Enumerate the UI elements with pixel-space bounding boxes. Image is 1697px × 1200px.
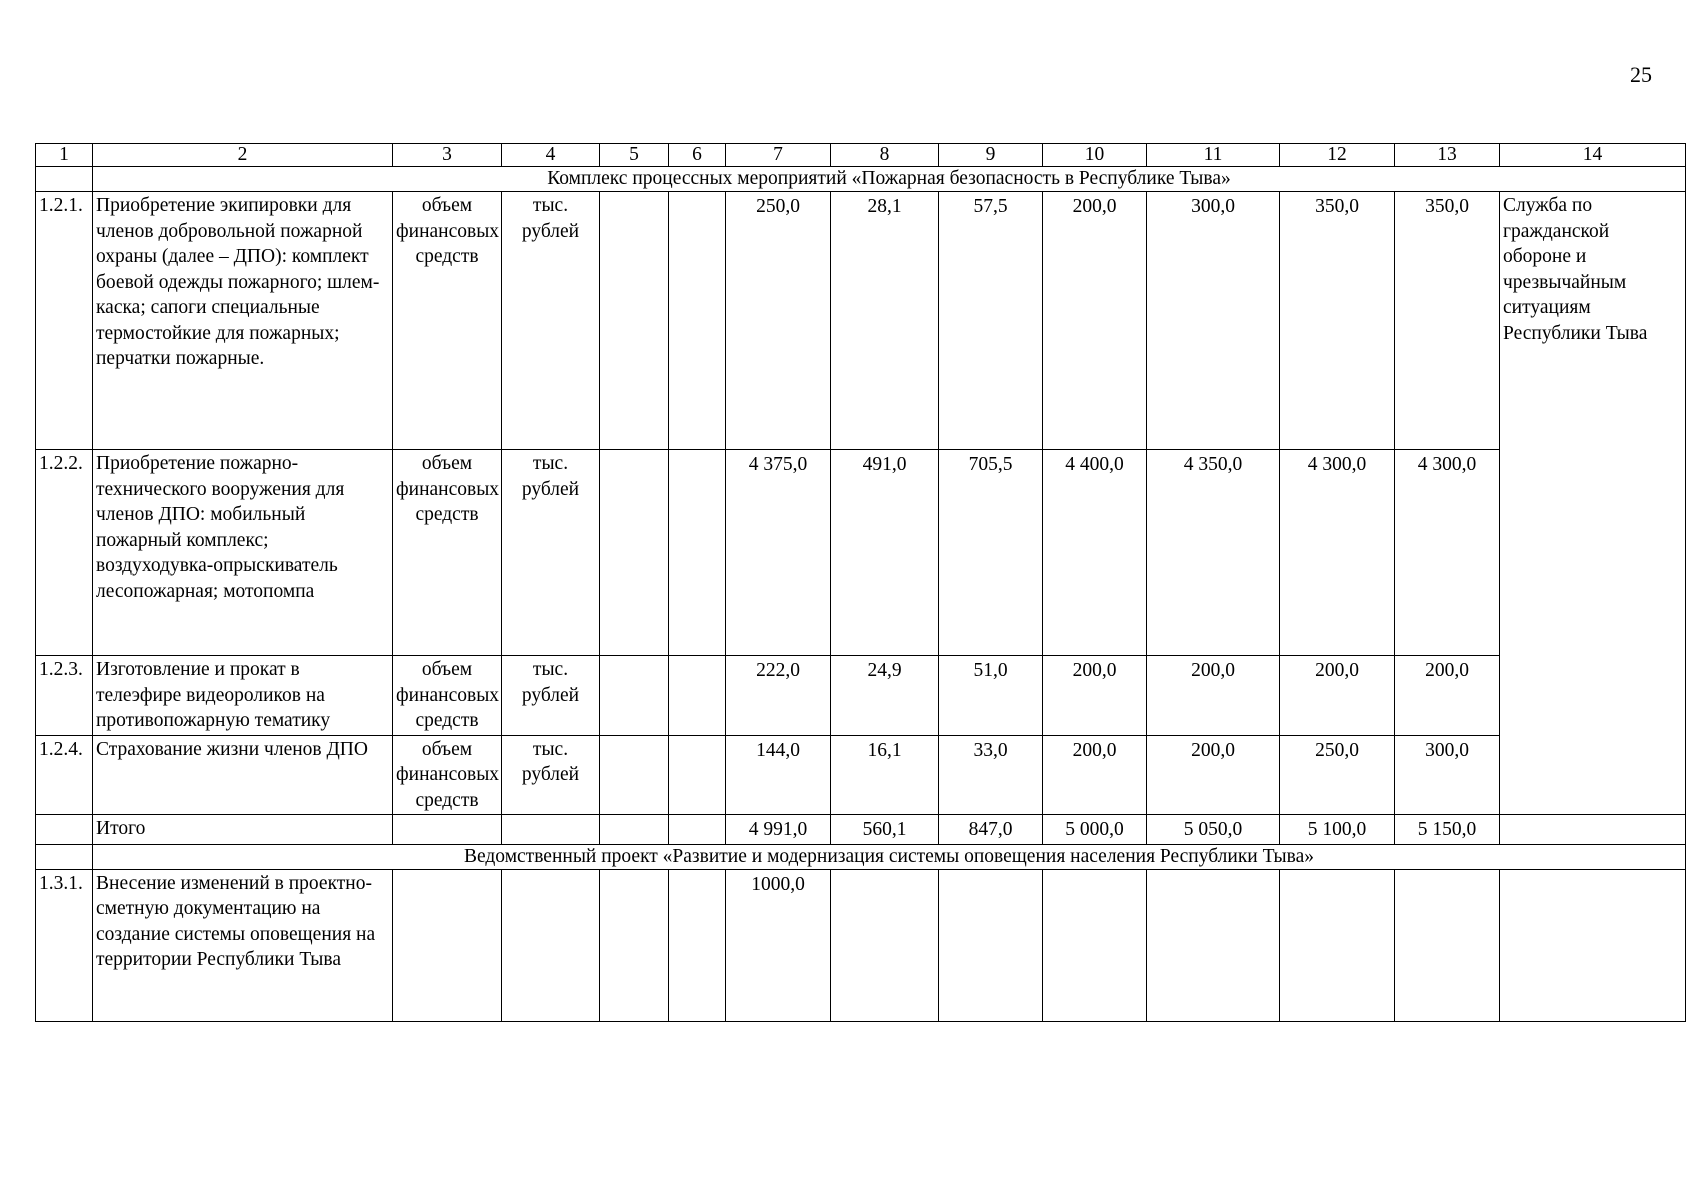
row-value: 300,0 bbox=[1395, 735, 1500, 815]
row-unit: тыс. рублей bbox=[502, 450, 600, 656]
empty-cell bbox=[1147, 869, 1280, 1021]
row-indicator: объем финансовых средств bbox=[393, 192, 502, 450]
row-indicator: объем финансовых средств bbox=[393, 656, 502, 736]
row-value: 28,1 bbox=[831, 192, 939, 450]
row-name: Изготовление и прокат в телеэфире видеороликов на противопожарную тематику bbox=[93, 656, 393, 736]
row-value: 57,5 bbox=[939, 192, 1043, 450]
row-value: 200,0 bbox=[1043, 192, 1147, 450]
section-title: Ведомственный проект «Развитие и модернизация системы оповещения населения Республики Тыва» bbox=[93, 844, 1686, 869]
header-cell: 8 bbox=[831, 144, 939, 167]
row-value: 24,9 bbox=[831, 656, 939, 736]
header-cell: 6 bbox=[669, 144, 726, 167]
empty-cell bbox=[393, 869, 502, 1021]
empty-cell bbox=[502, 815, 600, 845]
row-value bbox=[600, 192, 669, 450]
empty-cell bbox=[393, 815, 502, 845]
total-value: 560,1 bbox=[831, 815, 939, 845]
row-value: 16,1 bbox=[831, 735, 939, 815]
row-value: 200,0 bbox=[1395, 656, 1500, 736]
page-number: 25 bbox=[1630, 62, 1652, 87]
header-cell: 4 bbox=[502, 144, 600, 167]
table-row bbox=[36, 450, 1686, 656]
row-value: 200,0 bbox=[1147, 735, 1280, 815]
row-value: 33,0 bbox=[939, 735, 1043, 815]
empty-cell bbox=[1280, 869, 1395, 1021]
header-cell: 12 bbox=[1280, 144, 1395, 167]
empty-cell bbox=[831, 869, 939, 1021]
row-value: 4 375,0 bbox=[726, 450, 831, 656]
header-cell: 9 bbox=[939, 144, 1043, 167]
row-name: Страхование жизни членов ДПО bbox=[93, 735, 393, 815]
empty-cell bbox=[1500, 815, 1686, 845]
row-value: 491,0 bbox=[831, 450, 939, 656]
row-indicator: объем финансовых средств bbox=[393, 450, 502, 656]
row-value bbox=[669, 192, 726, 450]
row-id: 1.2.2. bbox=[36, 450, 93, 656]
row-value bbox=[600, 450, 669, 656]
row-value: 350,0 bbox=[1280, 192, 1395, 450]
row-indicator: объем финансовых средств bbox=[393, 735, 502, 815]
row-value bbox=[669, 735, 726, 815]
row-value: 300,0 bbox=[1147, 192, 1280, 450]
total-value: 5 100,0 bbox=[1280, 815, 1395, 845]
row-value: 250,0 bbox=[1280, 735, 1395, 815]
row-value: 200,0 bbox=[1147, 656, 1280, 736]
row-unit: тыс. рублей bbox=[502, 192, 600, 450]
section-row bbox=[36, 167, 1686, 192]
empty-cell bbox=[669, 869, 726, 1021]
row-value: 144,0 bbox=[726, 735, 831, 815]
row-value: 1000,0 bbox=[726, 869, 831, 1021]
header-cell: 3 bbox=[393, 144, 502, 167]
row-value: 200,0 bbox=[1043, 735, 1147, 815]
table-row bbox=[36, 656, 1686, 736]
row-value bbox=[600, 735, 669, 815]
empty-cell bbox=[600, 815, 669, 845]
row-value: 250,0 bbox=[726, 192, 831, 450]
row-value: 350,0 bbox=[1395, 192, 1500, 450]
total-value: 5 000,0 bbox=[1043, 815, 1147, 845]
empty-cell bbox=[1395, 869, 1500, 1021]
row-id: 1.3.1. bbox=[36, 869, 93, 1021]
empty-cell bbox=[36, 815, 93, 845]
row-value bbox=[669, 450, 726, 656]
total-row bbox=[36, 815, 1686, 845]
header-cell: 7 bbox=[726, 144, 831, 167]
row-value: 222,0 bbox=[726, 656, 831, 736]
total-value: 5 050,0 bbox=[1147, 815, 1280, 845]
empty-cell bbox=[669, 815, 726, 845]
empty-cell bbox=[502, 869, 600, 1021]
header-row bbox=[36, 144, 1686, 167]
header-cell: 5 bbox=[600, 144, 669, 167]
empty-cell bbox=[939, 869, 1043, 1021]
empty-cell bbox=[1043, 869, 1147, 1021]
empty-cell bbox=[1500, 869, 1686, 1021]
row-value: 4 300,0 bbox=[1280, 450, 1395, 656]
row-value: 200,0 bbox=[1043, 656, 1147, 736]
row-value bbox=[600, 656, 669, 736]
table-row bbox=[36, 192, 1686, 450]
row-value bbox=[669, 656, 726, 736]
empty-cell bbox=[36, 167, 93, 192]
row-id: 1.2.1. bbox=[36, 192, 93, 450]
row-id: 1.2.4. bbox=[36, 735, 93, 815]
row-id: 1.2.3. bbox=[36, 656, 93, 736]
header-cell: 11 bbox=[1147, 144, 1280, 167]
header-cell: 2 bbox=[93, 144, 393, 167]
table-row bbox=[36, 869, 1686, 1021]
row-value: 4 350,0 bbox=[1147, 450, 1280, 656]
row-value: 200,0 bbox=[1280, 656, 1395, 736]
empty-cell bbox=[36, 844, 93, 869]
row-value: 4 300,0 bbox=[1395, 450, 1500, 656]
header-cell: 14 bbox=[1500, 144, 1686, 167]
empty-cell bbox=[600, 869, 669, 1021]
row-name: Приобретение экипировки для членов добровольной пожарной охраны (далее – ДПО): комплект боевой одежды пожарного; шлем-каска; сапоги специальные термостойкие для пожарных; перчатки пожарные. bbox=[93, 192, 393, 450]
section-row bbox=[36, 844, 1686, 869]
responsible-cell: Служба по гражданской обороне и чрезвычайным ситуациям Республики Тыва bbox=[1500, 192, 1686, 815]
row-unit: тыс. рублей bbox=[502, 735, 600, 815]
total-label: Итого bbox=[93, 815, 393, 845]
total-value: 5 150,0 bbox=[1395, 815, 1500, 845]
header-cell: 1 bbox=[36, 144, 93, 167]
total-value: 4 991,0 bbox=[726, 815, 831, 845]
section-title: Комплекс процессных мероприятий «Пожарная безопасность в Республике Тыва» bbox=[93, 167, 1686, 192]
row-name: Приобретение пожарно-технического вооружения для членов ДПО: мобильный пожарный комплекс; воздуходувка-опрыскиватель лесопожарная; мотопомпа bbox=[93, 450, 393, 656]
row-value: 4 400,0 bbox=[1043, 450, 1147, 656]
header-cell: 10 bbox=[1043, 144, 1147, 167]
row-value: 705,5 bbox=[939, 450, 1043, 656]
header-cell: 13 bbox=[1395, 144, 1500, 167]
total-value: 847,0 bbox=[939, 815, 1043, 845]
row-name: Внесение изменений в проектно-сметную документацию на создание системы оповещения на территории Республики Тыва bbox=[93, 869, 393, 1021]
program-table bbox=[35, 143, 1686, 1022]
row-value: 51,0 bbox=[939, 656, 1043, 736]
table-row bbox=[36, 735, 1686, 815]
row-unit: тыс. рублей bbox=[502, 656, 600, 736]
